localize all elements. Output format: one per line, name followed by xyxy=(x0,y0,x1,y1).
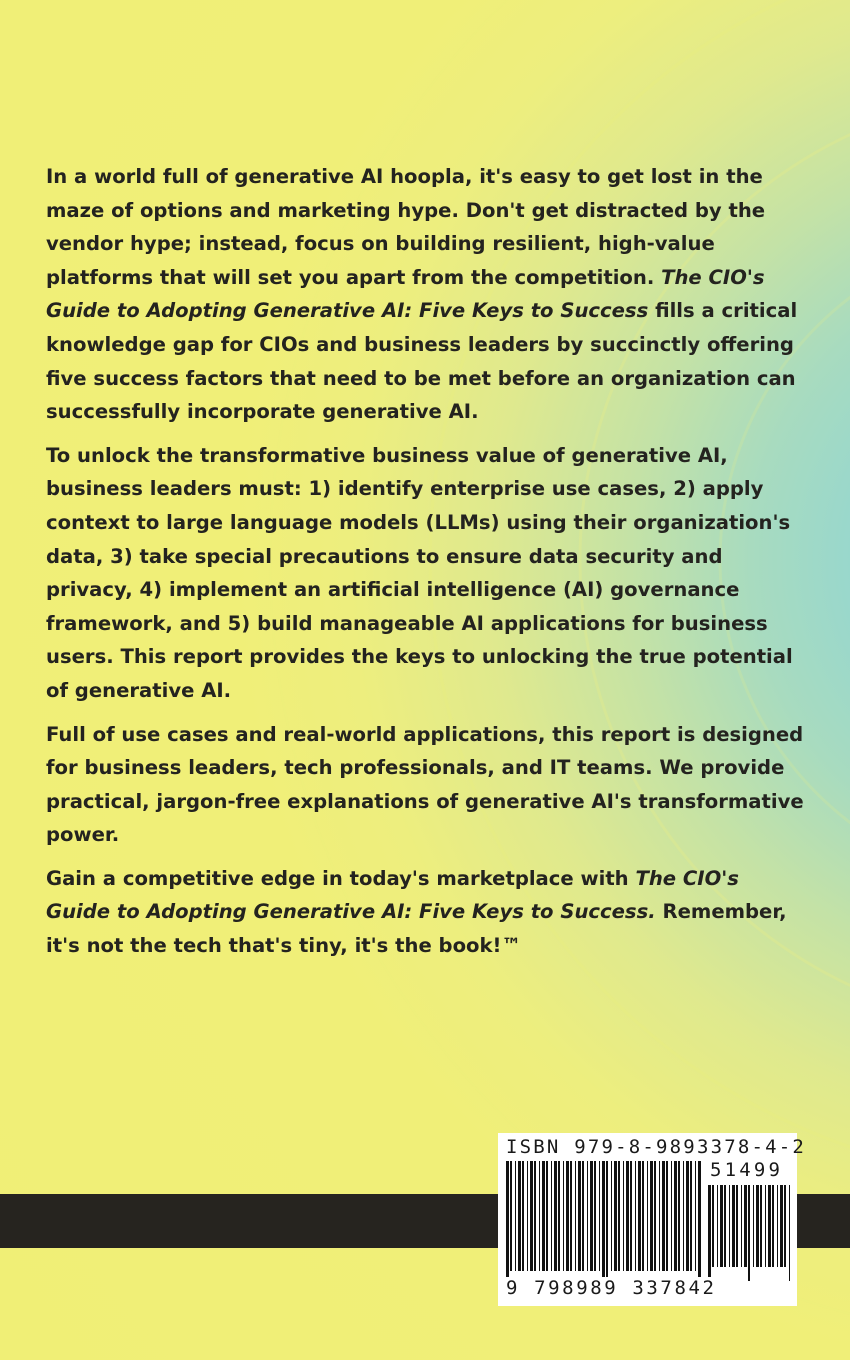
blurb-paragraph-4: Gain a competitive edge in today's marketplace with The CIO's Guide to Adopting Generative AI: Five Keys to Success. Remember, it's not the tech that's tiny, it's the book!™ xyxy=(46,866,787,958)
book-title: The CIO's Guide to Adopting Generative AI: Five Keys to Success xyxy=(46,265,765,323)
book-title: The CIO's Guide to Adopting Generative AI: Five Keys to Success. xyxy=(46,866,739,924)
blurb-paragraph-2: To unlock the transformative business value of generative AI, business leaders must: 1) identify enterprise use cases, 2) apply context to large language models (LLMs) using their organization's data, 3) take special precautions to ensure data security and privacy, 4) implement an artificial intelligence (AI) governance framework, and 5) build manageable AI applications for business users. This report provides the keys to unlocking the true potential of generative AI. xyxy=(46,443,793,702)
blurb-paragraph-3: Full of use cases and real-world applications, this report is designed for business leaders, tech professionals, and IT teams. We provide practical, jargon-free explanations of generative AI's transformative power. xyxy=(46,722,804,847)
blurb-text xyxy=(46,160,806,973)
isbn-label: ISBN 979-8-9893378-4-2 xyxy=(506,1136,807,1158)
ean-digits: 9 798989 337842 xyxy=(506,1277,721,1299)
blurb-paragraph-1: In a world full of generative AI hoopla, it's easy to get lost in the maze of options and marketing hype. Don't get distracted by the vendor hype; instead, focus on building resilient, high-value platforms that will set you apart from the competition. The CIO's Guide to Adopting Generative AI: Five Keys to Success fills a critical knowledge gap for CIOs and business leaders by succinctly offering five success factors that need to be met before an organization can successfully incorporate generative AI. xyxy=(46,165,798,424)
ean-bars xyxy=(506,1161,702,1285)
addon-bars xyxy=(708,1185,790,1281)
price-code: 51499 xyxy=(710,1159,784,1181)
barcode xyxy=(498,1133,807,1306)
